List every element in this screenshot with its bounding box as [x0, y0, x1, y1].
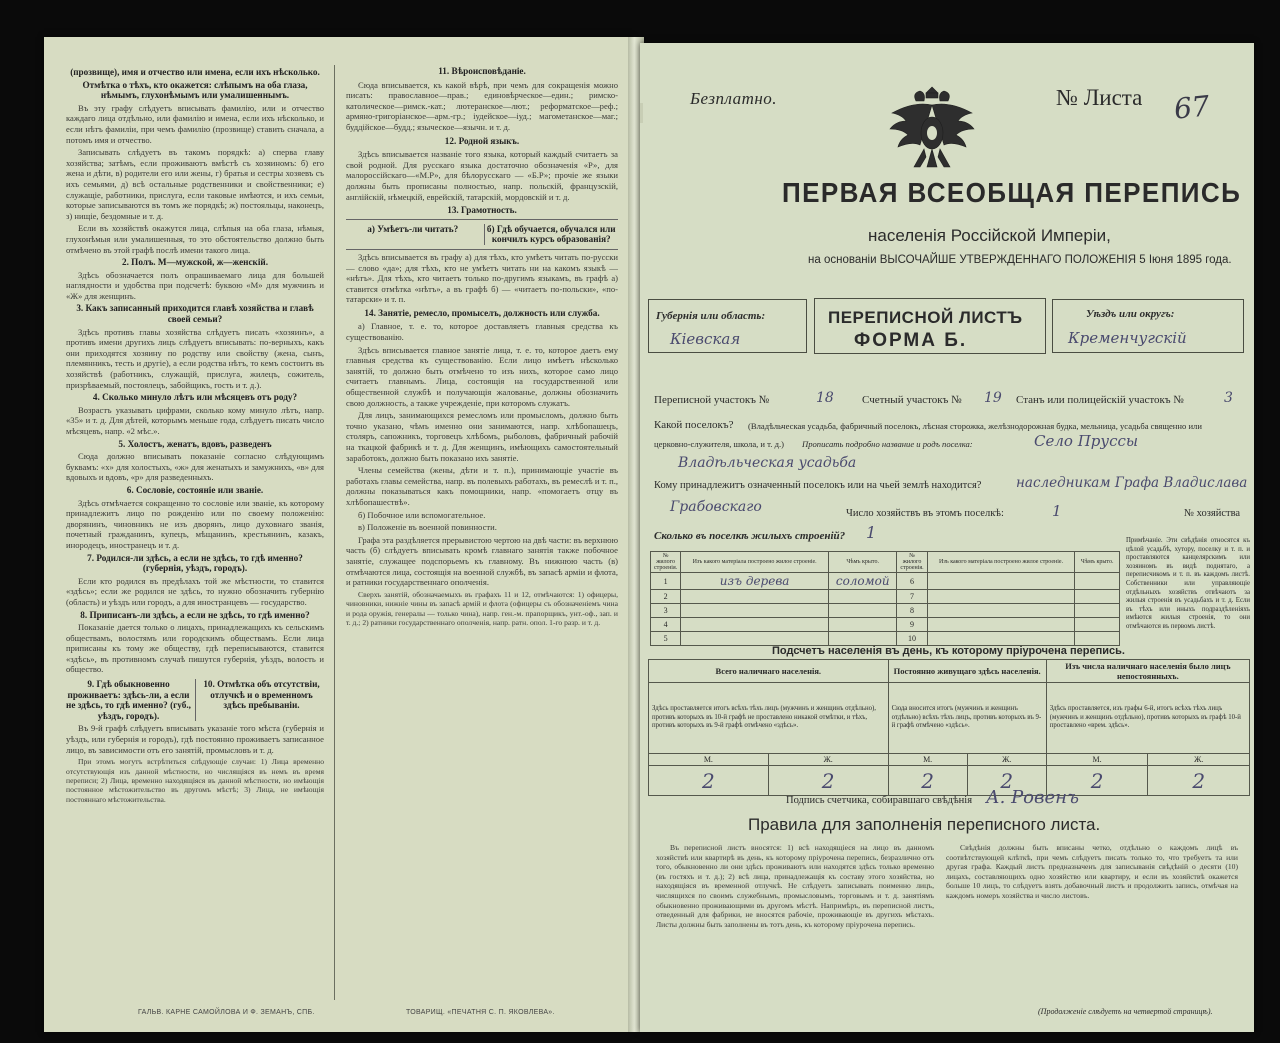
rules-continue: (Продолженіе слѣдуетъ на четвертой страницѣ). — [1038, 1007, 1213, 1016]
page-tear-1 — [640, 103, 643, 123]
bld-cell-no: 8 — [897, 604, 927, 618]
col1-p2: Записывать слѣдуетъ въ такомъ порядкѣ: а) сперва главу хозяйства; затѣмъ, если проживаютъ вмѣстѣ съ хозяиномъ: б) его жена и дѣти, в) родители его или жены, г) братья и сестры хозяевъ съ ихъ семьями, д) всѣ остальные родственники и свойственники; е) служащіе, работники, прислуга, если таковые имѣются, и ихъ семьи, которые записываются въ томъ же порядкѣ; ж) постояльцы, наконецъ, з) нищіе, бездомные и т. д. — [66, 147, 324, 221]
printer-footer-right: ТОВАРИЩ. «ПЕЧАТНЯ С. П. ЯКОВЛЕВА». — [406, 1009, 555, 1016]
bld-cell-material — [927, 618, 1075, 632]
buildings-value: 1 — [866, 523, 877, 542]
col1-p1: Въ эту графу слѣдуетъ вписывать фамилію, или и отчество каждаго лица отдѣльно, или фамилію и имена, если ихъ нѣсколько, и если нѣтъ фамиліи, при чемъ фамилію (прозвище) ставить сначала, а потомъ имя и отчество. — [66, 102, 324, 145]
right-page — [640, 43, 1254, 1032]
settlement-hint: (Владѣльческая усадьба, фабричный поселокъ, лѣсная сторожка, желѣзнодорожная будка, мельница, усадьба священно или — [748, 421, 1202, 431]
province-label: Губернія или область: — [656, 310, 766, 322]
census-area-label: Переписной участокъ № — [654, 394, 770, 406]
col2-h14: 14. Занятіе, ремесло, промыселъ, должность или служба. — [364, 307, 600, 318]
signature-label: Подпись счетчика, собиравшаго свѣдѣнія — [786, 795, 973, 806]
summary-desc-1: Здѣсь проставляется итогъ всѣхъ тѣхъ лицъ (мужчинъ и женщинъ отдѣльно), противъ которыхъ въ 10-й графѣ не проставлено никакой отмѣтки, и тѣхъ, противъ которыхъ въ 9-й графѣ отмѣчено «здѣсь». — [649, 683, 889, 754]
form-label: ФОРМА Б. — [854, 330, 968, 351]
buildings-table-row — [651, 632, 1120, 646]
summary-desc-3: Здѣсь проставляется, изъ графы 6-й, итогъ всѣхъ тѣхъ лицъ (мужчинъ и женщинъ отдѣльно), противъ которыхъ въ графѣ 10-й проставлено «врем. здѣсь». — [1046, 683, 1249, 754]
buildings-table-header — [651, 552, 1120, 573]
bld-cell-material — [927, 590, 1075, 604]
column-divider — [334, 65, 335, 1000]
summary-m-label-3: М. — [1046, 754, 1148, 766]
buildings-table-row — [651, 604, 1120, 618]
bld-cell-roof: соломой — [828, 573, 896, 590]
col2-p6: Члены семейства (жены, дѣти и т. п.), принимающіе участіе въ работахъ главы семейства, напр. въ полевыхъ работахъ, въ ремеслѣ и т. п., должны показываться какъ помощники, напр. «помогаетъ отцу въ хлѣбопашествѣ». — [346, 465, 618, 507]
sheet-title: ПЕРЕПИСНОЙ ЛИСТЪ — [828, 308, 1023, 327]
col2-sub-b: б) Побочное или вспомогательное. — [358, 509, 486, 520]
col1-intro: (прозвище), имя и отчество или имена, если ихъ нѣсколько. — [70, 67, 320, 77]
bld-cell-material — [681, 604, 829, 618]
col1-h3: 3. Какъ записанный приходится главѣ хозяйства и главѣ своей семьи? — [76, 303, 314, 325]
district-label: Уѣздъ или округъ: — [1086, 308, 1175, 320]
households-value: 1 — [1052, 502, 1062, 520]
buildings-label: Сколько въ поселкѣ жилыхъ строеній? — [654, 530, 846, 542]
summary-head-3: Изъ числа наличнаго населенія было лицъ непостоянныхъ. — [1046, 660, 1249, 683]
col2-p2: Здѣсь вписывается названіе того языка, который каждый считаетъ за свой родной. Для русскаго языка достаточно обозначенія «Р», для малороссійскаго—«М.Р», для бѣлорусскаго — «Б.Р»; прочіе же языки должны быть прописаны полностью, напр. польскій, французскій, англійскій, нѣмецкій, еврейскій, татарскій, мордовскій и т. д. — [346, 149, 618, 202]
col2-literacy-row — [346, 219, 618, 250]
col2-sub-c: в) Положеніе въ военной повинности. — [358, 522, 497, 533]
settlement-value-2: Владѣльческая усадьба — [678, 455, 857, 471]
bld-cell-roof — [828, 604, 896, 618]
col2-p7: Графа эта раздѣляется прерывистою чертою на двѣ части: въ верхнюю часть (б) слѣдуетъ вписывать кромѣ главнаго занятія также побочное занятіе, служащее подспорьемъ къ главному. Въ нижнюю часть (в) отмѣчаются лица, состоящія на военной службѣ, въ запасѣ арміи и флота, и ратники государственнаго ополченія. — [346, 534, 618, 588]
col1-note: Отмѣтка о тѣхъ, кто окажется: слѣпымъ на оба глаза, нѣмымъ, глухонѣмымъ или умалишеннымъ. — [82, 79, 308, 101]
bld-cell-no: 7 — [897, 590, 927, 604]
camp-label: Станъ или полицейскій участокъ № — [1016, 394, 1184, 406]
summary-desc-2: Сюда вносится итогъ (мужчинъ и женщинъ отдѣльно) всѣхъ тѣхъ лицъ, противъ которыхъ въ 9-й графѣ отмѣчено «здѣсь». — [888, 683, 1046, 754]
bld-header-material: Изъ какого матеріала построено жилое строеніе. — [681, 552, 829, 573]
col1-p3: Если въ хозяйствѣ окажутся лица, слѣпыя на оба глаза, нѣмыя, глухонѣмыя или умалишенныя, то это обстоятельство должно быть отмѣчено въ этой графѣ послѣ имени такого лица. — [66, 223, 324, 255]
bld-cell-no: 4 — [651, 618, 681, 632]
col2-p3: Здѣсь вписывается въ графу а) для тѣхъ, кто умѣетъ читать по-русски — слово «да»; для тѣхъ, кто не умѣетъ читать ни на какомъ языкѣ — «нѣтъ». Для тѣхъ, кто читаетъ только по-другимъ языкамъ, въ графѣ а) ставится отмѣтка «нѣтъ», а въ графѣ б) — «читаетъ по-польски», «по-татарски» и т. п. — [346, 251, 618, 305]
settlement-value: Село Пруссы — [1034, 432, 1139, 450]
bld-cell-roof — [828, 618, 896, 632]
rules-title: Правила для заполненія переписного листа. — [748, 815, 1101, 834]
bld-cell-roof — [1075, 590, 1120, 604]
settlement-label: Какой поселокъ? — [654, 419, 734, 431]
bld-header-material-2: Изъ какого матеріала построено жилое строеніе. — [927, 552, 1075, 573]
col1-h2: 2. Полъ. М—мужской, ж—женскій. — [121, 257, 268, 268]
count-area-value: 19 — [984, 390, 1002, 406]
bld-cell-roof — [1075, 632, 1120, 646]
bld-cell-roof — [828, 590, 896, 604]
bld-cell-material — [681, 618, 829, 632]
col1-h4: 4. Сколько минуло лѣтъ или мѣсяцевъ отъ роду? — [92, 392, 298, 403]
households-label: Число хозяйствъ въ этомъ поселкѣ: — [846, 508, 1004, 519]
col1-p5: Здѣсь противъ главы хозяйства слѣдуетъ писать «хозяинъ», а противъ имени другихъ лицъ слѣдуетъ вписывать: по-верныхъ, какъ они приходятся хозяину по родству или свойству (жена, сынъ, племянникъ, тесть и другіе), а если родства нѣтъ, то кемъ состоитъ въ хозяйствѣ (работникъ, служащій, прислуга, жилецъ, сожитель, призрѣваемый, постоялецъ, забойщикъ, гость и т. д.). — [66, 326, 324, 390]
col2-h13: 13. Грамотность. — [447, 205, 517, 216]
bld-cell-no: 1 — [651, 573, 681, 590]
buildings-note: Примѣчаніе. Эти свѣдѣнія относятся къ цѣлой усадьбѣ, хутору, поселку и т. п. и проставляются канцелярскимъ или хозяиномъ въ видѣ поднятаго, а переписчикомъ и т. п. въ каждомъ листѣ. Собственники или управляющіе отдѣльныхъ хозяйствъ отвѣчаютъ за жилыя строенія въ усадьбахъ и т. д. Если въ тѣхъ или иныхъ подраздѣленіяхъ имѣются жилыя строенія, то они отмѣчаются въ первомъ листѣ. — [1126, 537, 1250, 630]
col1-h9-h10-row — [66, 677, 324, 723]
col1-p6: Возрастъ указывать цифрами, сколько кому минуло лѣтъ, напр. «35» и т. д. Для дѣтей, которымъ меньше года, слѣдуетъ писать число мѣсяцевъ, напр. «2 мѣс.». — [66, 404, 324, 436]
bld-cell-no: 10 — [897, 632, 927, 646]
signature-value: А. Ровенъ — [986, 787, 1080, 808]
bld-header-no: № жилого строенія. — [651, 552, 681, 573]
free-label: Безплатно. — [690, 89, 778, 108]
bld-header-no-2: № жилого строенія. — [897, 552, 927, 573]
col1-p12: При этомъ могутъ встрѣтиться слѣдующіе случаи: 1) Лица временно отсутствующія изъ данной мѣстности, но числящіяся въ немъ въ время переписи; 2) Лица, временно находящіяся въ данной мѣстности, но имѣющія постоянное мѣстожительство въ другомъ мѣстѣ; 3) Лица, не имѣющія постояннаго мѣстожительства. — [66, 757, 324, 804]
bld-cell-material — [681, 590, 829, 604]
sheet-number-label: № Листа — [1056, 85, 1143, 110]
bld-header-roof: Чѣмъ крыто. — [828, 552, 896, 573]
summary-title: Подсчетъ населенія въ день, къ которому пріурочена перепись. — [772, 645, 1125, 657]
col2-p8: Сверхъ занятій, обозначаемыхъ въ графахъ 11 и 12, отмѣчаются: 1) офицеры, чиновники, нижніе чины въ запасѣ армій и флота (офицеры съ обозначеніемъ чина и рода оружія, генералы — только чина), напр. ген.-м. прапорщикъ, унт.-оф., зап. и т. д.; 2) ратники государственнаго ополченія, напр. ратн. опол. 1-го разр. и т. д. — [346, 589, 618, 627]
imperial-eagle-emblem — [886, 83, 978, 179]
bld-cell-no: 2 — [651, 590, 681, 604]
buildings-table — [650, 551, 1120, 646]
col1-p11: Въ 9-й графѣ слѣдуетъ вписывать указаніе того мѣста (губернія и уѣздъ, или губернія и городъ), гдѣ постоянно проживаетъ записанное лицо, въ зависимости отъ его занятій, промысловъ и т. д. — [66, 723, 324, 755]
summary-f-label-2: Ж. — [967, 754, 1046, 766]
settlement-hint-3: Прописать подробно название и родъ поселка: — [802, 439, 973, 449]
summary-m-value-2: 2 — [888, 766, 967, 796]
owner-value-2: Грабовскаго — [670, 499, 762, 515]
buildings-table-row — [651, 618, 1120, 632]
summary-f-value-2: 2 — [967, 766, 1046, 796]
bld-cell-material: изъ дерева — [681, 573, 829, 590]
sheet-number-value: 67 — [1172, 89, 1212, 126]
rules-column-2: Свѣдѣнія должны быть вписаны четко, отдѣльно о каждомъ лицѣ въ соотвѣтствующей клѣткѣ, при чемъ слѣдуетъ писать только то, что требуетъ та или другая графа. Каждый листъ предназначенъ для записыванія свѣдѣній о десяти (10) лицахъ, составляющихъ одно хозяйство или квартиру, и если въ хозяйствѣ окажется больше 10 лицъ, то слѣдуетъ взять добавочный листъ и продолжить запись, отмѣчая на каждомъ номеръ хозяйства и число листовъ. — [946, 843, 1238, 900]
col2-q-b: б) Гдѣ обучается, обучался или кончилъ курсъ образованія? — [484, 224, 619, 245]
summary-m-label-1: М. — [649, 754, 769, 766]
printer-footer-left: ГАЛЬВ. КАРНЕ САМОЙЛОВА И Ф. ЗЕМАНЪ, СПБ. — [138, 1009, 315, 1016]
bld-cell-material — [927, 604, 1075, 618]
summary-head-1: Всего наличнаго населенія. — [649, 660, 889, 683]
col2-h12: 12. Родной языкъ. — [444, 135, 520, 146]
col2-p4: Здѣсь вписывается главное занятіе лица, т. е. то, которое даетъ ему главныя средства къ существованію. Если лицо имѣетъ нѣсколько занятій, то должно быть отмѣчено то изъ нихъ, которое само лицо считаетъ главнымъ. Лица, состоящія на государственной или общественной службѣ и получающія жалованье, должны обозначить свою должность, а также учрежденіе, при которомъ служатъ. — [346, 344, 618, 408]
col1-p8: Здѣсь отмѣчается сокращенно то сословіе или званіе, къ которому принадлежитъ лицо по рожденію или по своему положенію: дворянинъ, чиновникъ не изъ дворянъ, лицо духовнаго званія, почетный гражданинъ, купецъ, мѣщанинъ, крестьянинъ, казакъ, инородецъ, иностранецъ и т. д. — [66, 497, 324, 550]
bld-cell-roof — [1075, 618, 1120, 632]
rules-column-1: Въ переписной листъ вносятся: 1) всѣ находящіеся на лицо въ данномъ хозяйствѣ или квартирѣ въ день, къ которому пріурочена перепись, безразлично отъ того, обыкновенно ли они здѣсь проживаютъ или находятся здѣсь только временно (въ гостяхъ и т. д.); 2) всѣ лица, принадлежащія къ составу этого хозяйства, но находящіяся въ временной отлучкѣ. Не слѣдуетъ записывать поименно лицъ, числящихся по своимъ служебнымъ, промысловымъ, торговымъ и т. д. занятіямъ обыкновенно проживающими въ другомъ мѣстѣ. Напримѣръ, въ переписной листъ, отведенный для фабрики, не вносятся рабочіе, проживающіе въ другихъ мѣстахъ. Листы должны быть заполнены въ тотъ день, къ которому пріурочена перепись. — [656, 843, 934, 929]
settlement-hint-2: церковно-служителя, школа, и т. д.) — [654, 439, 784, 449]
col1-h5: 5. Холостъ, женатъ, вдовъ, разведенъ — [118, 438, 272, 449]
bld-cell-roof — [1075, 604, 1120, 618]
col2-h11: 11. Вѣроисповѣданіе. — [438, 66, 526, 76]
summary-f-label-3: Ж. — [1148, 754, 1250, 766]
census-area-value: 18 — [816, 390, 834, 406]
col1-h6: 6. Сословіе, состояніе или званіе. — [126, 484, 264, 495]
col1-h8: 8. Приписанъ-ли здѣсь, а если не здѣсь, то гдѣ именно? — [80, 609, 310, 620]
summary-f-label-1: Ж. — [768, 754, 888, 766]
left-page — [44, 37, 632, 1032]
bld-header-roof-2: Чѣмъ крыто. — [1075, 552, 1120, 573]
summary-f-value-1: 2 — [768, 766, 888, 796]
col1-h10: 10. Отмѣтка объ отсутствіи, отлучкѣ и о временномъ здѣсь пребываніи. — [195, 679, 324, 721]
buildings-table-row — [651, 590, 1120, 604]
form-title: ПЕРВАЯ ВСЕОБЩАЯ ПЕРЕПИСЬ — [782, 177, 1242, 208]
bld-cell-no: 5 — [651, 632, 681, 646]
col1-p10: Показаніе дается только о лицахъ, принадлежащихъ къ сельскимъ обществамъ, волостямъ или городскимъ обществамъ. Если лица приписаны къ тому же обществу, гдѣ переписываются, ставится «здѣсь», въ противномъ случаѣ пишутся губернія, уѣздъ, волость и общество. — [66, 622, 324, 675]
bld-cell-roof — [1075, 573, 1120, 590]
buildings-table-body — [651, 573, 1120, 646]
summary-m-label-2: М. — [888, 754, 967, 766]
bld-cell-material — [681, 632, 829, 646]
bld-cell-no: 9 — [897, 618, 927, 632]
col2-p5: Для лицъ, занимающихся ремесломъ или промысломъ, должно быть точно указано, чѣмъ именно они занимаются, напр. хлѣбопашецъ, столяръ, сапожникъ, торговецъ хлѣбомъ, рыболовъ, фабричный рабочій на ткацкой фабрикѣ и т. д. Для женщинъ, имѣющихъ самостоятельный заработокъ, должно быть показано ихъ занятіе. — [346, 410, 618, 463]
summary-m-value-1: 2 — [649, 766, 769, 796]
bld-cell-material — [927, 573, 1075, 590]
district-value: Кременчугскій — [1068, 329, 1187, 347]
col2-p1: Сюда вписывается, къ какой вѣрѣ, при чемъ для сокращенія можно писать: православное—прав.; единовѣрческое—един.; римско-католическое—римск.-кат.; лютеранское—лют.; реформатское—реф.; армяно-григоріанское—арм.-гр.; іудейское—іуд.; магометанское—маг.; буддійское—будд.; языческое—язычн. и т. д. — [346, 79, 618, 132]
summary-m-value-3: 2 — [1046, 766, 1148, 796]
buildings-table-row — [651, 573, 1120, 590]
province-value: Кіевская — [670, 330, 741, 348]
left-column-1 — [66, 65, 324, 1000]
col1-p9: Если кто родился въ предѣлахъ той же мѣстности, то ставится «здѣсь»; если же родился не здѣсь, то нужно обозначить губернію (область) и уѣздъ или городъ, а для иностранцевъ — государство. — [66, 575, 324, 607]
household-number-label: № хозяйства — [1184, 508, 1241, 519]
owner-label: Кому принадлежитъ означенный поселокъ или на чьей землѣ находится? — [654, 480, 982, 491]
summary-f-value-3: 2 — [1148, 766, 1250, 796]
bld-cell-roof — [828, 632, 896, 646]
camp-value: 3 — [1224, 390, 1233, 406]
left-column-2 — [346, 63, 618, 1003]
form-basis: на основаніи ВЫСОЧАЙШЕ УТВЕРЖДЕННАГО ПОЛОЖЕНІЯ 5 Іюня 1895 года. — [808, 254, 1232, 266]
owner-value: наследникам Графа Владислава — [1016, 475, 1248, 491]
summary-head-2: Постоянно живущаго здѣсь населенія. — [888, 660, 1046, 683]
form-subtitle: населенія Россійской Имперіи, — [868, 226, 1111, 245]
col1-h9: 9. Гдѣ обыкновенно проживаетъ: здѣсь-ли, а если не здѣсь, то гдѣ именно? (губ., уѣздъ, городъ). — [66, 679, 191, 721]
col2-q-a: а) Умѣетъ-ли читать? — [367, 223, 459, 234]
col1-p4: Здѣсь обозначается полъ опрашиваемаго лица для большей наглядности и удобства при подсчетѣ: буквою «М» для мужчинъ и «Ж» для женщинъ. — [66, 269, 324, 301]
summary-table — [648, 659, 1250, 796]
bld-cell-no: 3 — [651, 604, 681, 618]
bld-cell-material — [927, 632, 1075, 646]
col1-h7: 7. Родился-ли здѣсь, а если не здѣсь, то гдѣ именно? (губернія, уѣздъ, городъ). — [87, 552, 303, 574]
count-area-label: Счетный участокъ № — [862, 394, 962, 406]
col2-sub-a: а) Главное, т. е. то, которое доставляетъ главныя средства къ существованію. — [346, 321, 618, 343]
col1-p7: Сюда должно вписывать показаніе согласно слѣдующимъ буквамъ: «х» для холостыхъ, «ж» для женатыхъ и замужнихъ, «в» для вдовыхъ и вдовъ, «р» для разведенныхъ. — [66, 451, 324, 483]
bld-cell-no: 6 — [897, 573, 927, 590]
